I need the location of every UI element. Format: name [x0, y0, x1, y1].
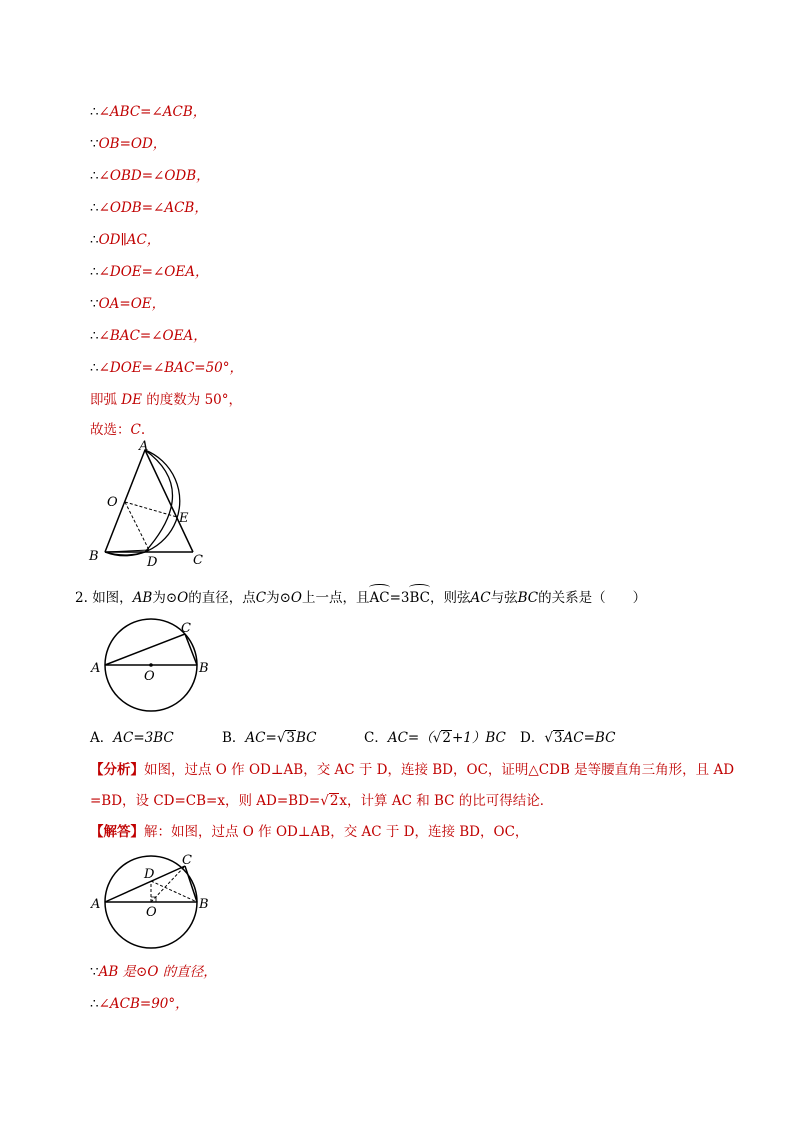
fig1-label-d: D [147, 555, 158, 570]
fig3-label-a: A [91, 897, 101, 912]
proof-line: ∴∠BAC=∠OEA， [90, 328, 207, 344]
proof-line: ∴∠ODB=∠ACB， [90, 200, 208, 216]
fig3-label-o: O [146, 905, 157, 920]
proof-line: ∴∠DOE=∠BAC=50°， [90, 360, 244, 376]
analysis-line-2: =BD，设 CD=CB=x，则 AD=BD=√2x，计算 AC 和 BC 的比可得结论． [90, 793, 554, 809]
fig1-label-a: A [139, 440, 149, 454]
proof-line: ∵OB=OD， [90, 136, 167, 152]
analysis-line-1: 【分析】如图，过点 O 作 OD⊥AB，交 AC 于 D，连接 BD，OC，证明△CDB 是等腰直角三角形，且 AD [90, 762, 735, 778]
fig1-label-e: E [179, 511, 189, 526]
question-2: 2. 如图，AB为⊙O的直径，点C为⊙O上一点，且AC=3BC，则弦AC与弦BC的关系是（ ） [75, 584, 646, 608]
fig1-label-o: O [107, 495, 118, 510]
proof-line: ∴∠DOE=∠OEA， [90, 264, 209, 280]
fig3-label-d: D [144, 867, 155, 882]
option-b[interactable]: B．AC=√3BC [222, 730, 317, 746]
arc-ac: AC [369, 584, 389, 608]
fig3-label-c: C [182, 853, 192, 868]
arc-bc: BC [409, 584, 430, 608]
fig1-label-c: C [193, 553, 203, 568]
fig2-label-o: O [144, 669, 155, 684]
fig2-label-b: B [199, 661, 209, 676]
figure-triangle-semicircle [85, 440, 215, 570]
answer-choice: 故选：C. [90, 422, 146, 438]
fig2-label-c: C [181, 621, 191, 636]
final-line: ∴∠ACB=90°， [90, 996, 189, 1012]
option-a[interactable]: A．AC=3BC [90, 730, 174, 746]
fig2-label-a: A [91, 661, 101, 676]
proof-line: ∴∠OBD=∠ODB， [90, 168, 210, 184]
final-line: ∵AB 是⊙O 的直径， [90, 964, 217, 980]
figure-circle-1 [88, 612, 218, 716]
arc-conclusion: 即弧 DE 的度数为 50°， [90, 392, 242, 408]
option-c[interactable]: C．AC=（√2+1）BC [364, 730, 506, 746]
solution-line: 【解答】解：如图，过点 O 作 OD⊥AB，交 AC 于 D，连接 BD，OC， [90, 824, 529, 840]
fig3-label-b: B [199, 897, 209, 912]
figure-circle-2 [88, 850, 218, 954]
proof-line: ∵OA=OE， [90, 296, 166, 312]
proof-line: ∴∠ABC=∠ACB， [90, 104, 207, 120]
option-d[interactable]: D．√3AC=BC [520, 730, 616, 746]
fig1-label-b: B [89, 549, 99, 564]
proof-line: ∴OD∥AC， [90, 232, 161, 248]
